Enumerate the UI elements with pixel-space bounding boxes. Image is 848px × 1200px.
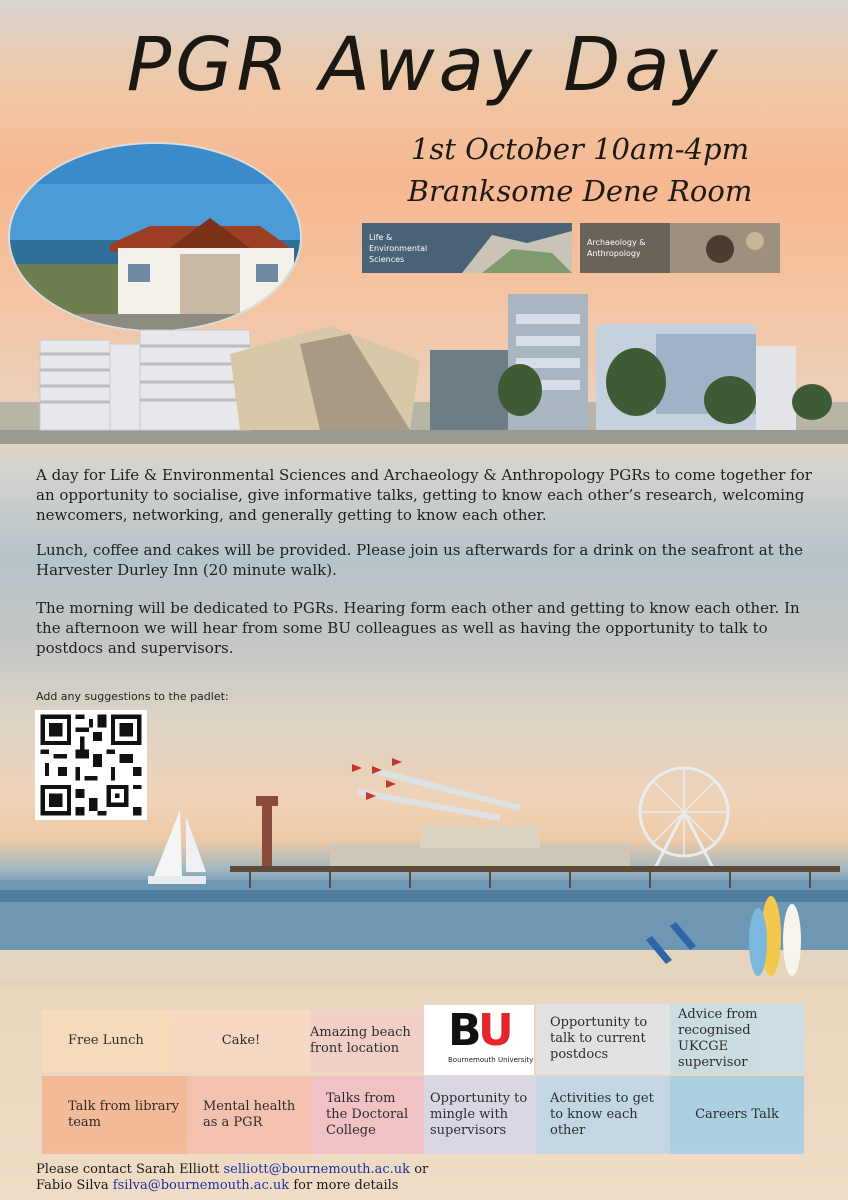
poster-title: PGR Away Day bbox=[126, 22, 722, 108]
feature-tile-mental-health: Mental health as a PGR bbox=[187, 1076, 312, 1154]
intro-paragraph: A day for Life & Environmental Sciences and Archaeology & Anthropology PGRs to come together for an opportunity to socialise, give informative talks, getting to know each other’s research, welcoming newcomers, networking, and generally getting to know each other. bbox=[36, 466, 812, 524]
feature-tile-activities: Activities to get to know each other bbox=[536, 1076, 670, 1154]
email-link-fabio[interactable]: fsilva@bournemouth.ac.uk bbox=[112, 1178, 290, 1193]
feature-tile-mingle-supervisors: Opportunity to mingle with supervisors bbox=[424, 1076, 536, 1154]
event-location: Branksome Dene Room bbox=[407, 174, 753, 208]
padlet-label: Add any suggestions to the padlet: bbox=[36, 690, 229, 703]
feature-tile-free-lunch: Free Lunch bbox=[42, 1010, 172, 1072]
contact-line-2: Fabio Silva fsilva@bournemouth.ac.uk for more details bbox=[36, 1178, 399, 1193]
bournemouth-university-logo: B U Bournemouth University bbox=[424, 1005, 534, 1075]
feature-tile-ukcge-supervisor: Advice from recognised UKCGE supervisor bbox=[670, 1004, 804, 1074]
feature-tile-library-talk: Talk from library team bbox=[42, 1076, 187, 1154]
lunch-paragraph: Lunch, coffee and cakes will be provided. Please join us afterwards for a drink on the seafront at the Harvester Durley Inn (20 minute walk). bbox=[36, 541, 803, 579]
contact-line-1: Please contact Sarah Elliott selliott@bournemouth.ac.uk or bbox=[36, 1162, 429, 1177]
seaside-pier-illustration bbox=[0, 740, 848, 980]
schedule-paragraph: The morning will be dedicated to PGRs. Hearing form each other and getting to know each other. In the afternoon we will hear from some BU colleagues as well as having the opportunity to talk to postdocs and supervisors. bbox=[36, 599, 800, 657]
campus-buildings-illustration bbox=[0, 284, 848, 444]
feature-tile-beach-location: Amazing beach front location bbox=[310, 1010, 424, 1072]
feature-tile-postdocs: Opportunity to talk to current postdocs bbox=[536, 1004, 670, 1074]
feature-tile-careers-talk: Careers Talk bbox=[670, 1076, 804, 1154]
event-date-time: 1st October 10am-4pm bbox=[410, 132, 750, 166]
feature-tile-doctoral-college: Talks from the Doctoral College bbox=[312, 1076, 424, 1154]
archaeology-anthropology-logo: Archaeology & Anthropology bbox=[580, 223, 780, 273]
email-link-sarah[interactable]: selliott@bournemouth.ac.uk bbox=[223, 1162, 411, 1177]
life-environmental-sciences-logo: Life & Environmental Sciences bbox=[362, 223, 572, 273]
feature-tile-cake: Cake! bbox=[172, 1010, 310, 1072]
